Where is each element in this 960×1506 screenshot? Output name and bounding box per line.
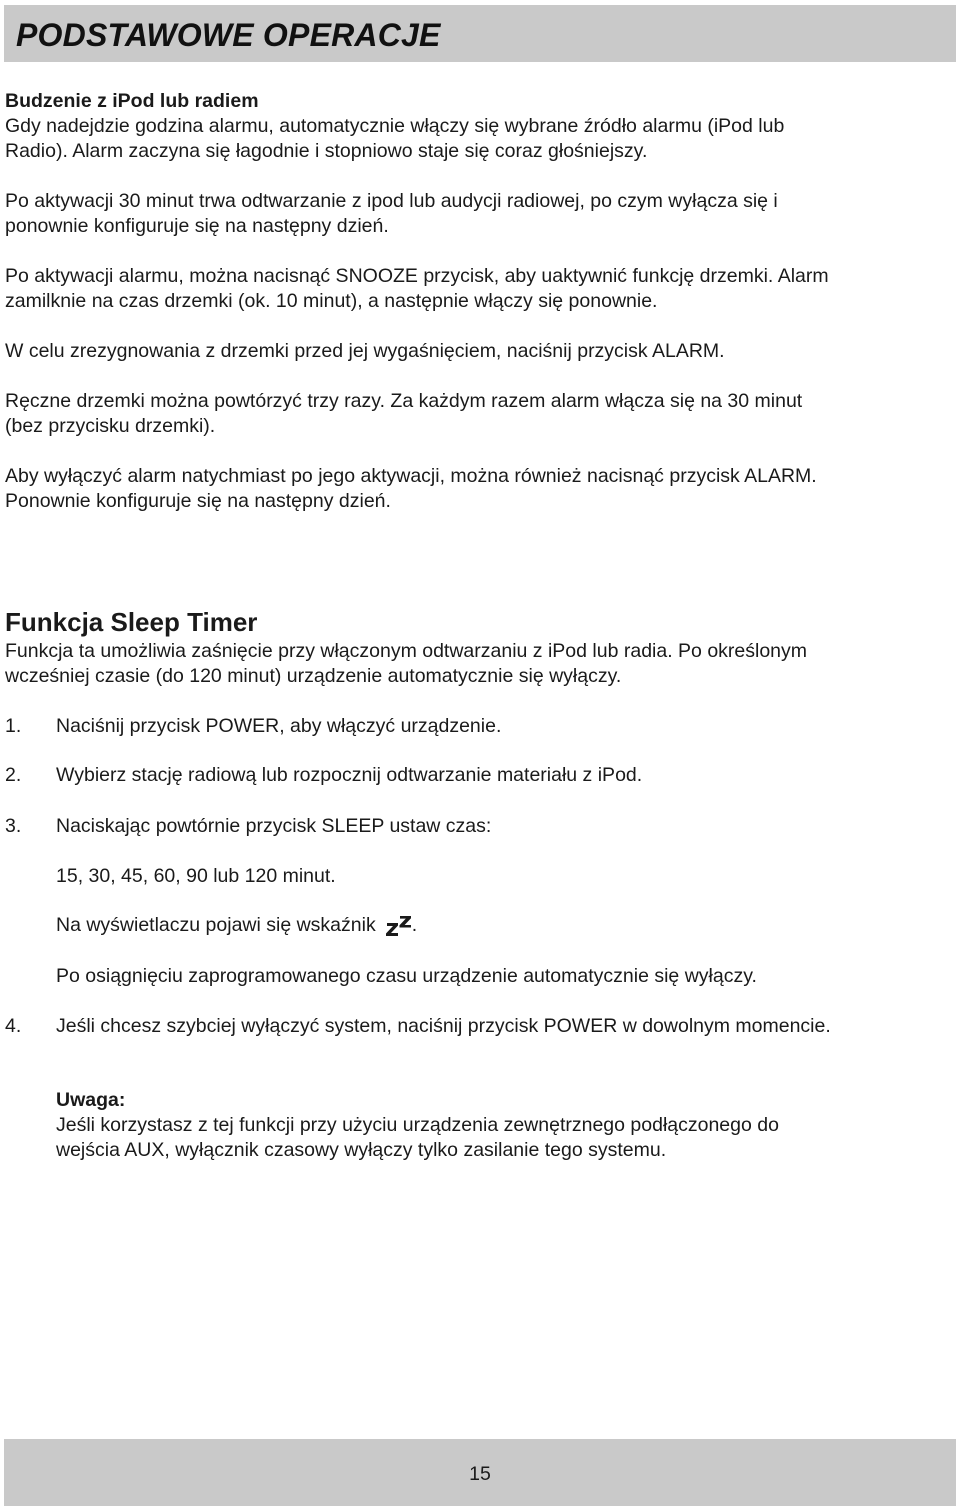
wake-p5-line1: Ręczne drzemki można powtórzyć trzy razy. Za każdym razem alarm włącza się na 30 minut bbox=[5, 390, 803, 412]
header-bar bbox=[4, 5, 956, 62]
sleep-zz-icon bbox=[386, 915, 412, 944]
note-heading: Uwaga: bbox=[56, 1089, 126, 1111]
step3-times: 15, 30, 45, 60, 90 lub 120 minut. bbox=[56, 865, 336, 887]
wake-heading: Budzenie z iPod lub radiem bbox=[5, 90, 259, 112]
wake-p1-line2: Radio). Alarm zaczyna się łagodnie i stopniowo staje się coraz głośniejszy. bbox=[5, 140, 648, 162]
sleep-intro-line1: Funkcja ta umożliwia zaśnięcie przy włączonym odtwarzaniu z iPod lub radia. Po określonym bbox=[5, 640, 808, 662]
step3-display-period: . bbox=[411, 914, 418, 936]
wake-p1-line1: Gdy nadejdzie godzina alarmu, automatycznie włączy się wybrane źródło alarmu (iPod lub bbox=[5, 115, 785, 137]
step-text: Naciskając powtórnie przycisk SLEEP ustaw czas: bbox=[56, 815, 492, 837]
sleep-intro-line2: wcześniej czasie (do 120 minut) urządzenie automatycznie się wyłączy. bbox=[5, 665, 622, 687]
wake-p4: W celu zrezygnowania z drzemki przed jej wygaśnięciem, naciśnij przycisk ALARM. bbox=[5, 340, 725, 362]
step3-display-text: Na wyświetlaczu pojawi się wskaźnik bbox=[56, 914, 376, 936]
wake-p2-line1: Po aktywacji 30 minut trwa odtwarzanie z ipod lub audycji radiowej, po czym wyłącza się i bbox=[5, 190, 778, 212]
wake-p3-line2: zamilknie na czas drzemki (ok. 10 minut), a następnie włączy się ponownie. bbox=[5, 290, 658, 312]
step-number: 4. bbox=[5, 1015, 22, 1037]
wake-p2-line2: ponownie konfiguruje się na następny dzień. bbox=[5, 215, 389, 237]
step3-end: Po osiągnięciu zaprogramowanego czasu urządzenie automatycznie się wyłączy. bbox=[56, 965, 757, 987]
sleep-heading: Funkcja Sleep Timer bbox=[5, 607, 258, 637]
note-line2: wejścia AUX, wyłącznik czasowy wyłączy tylko zasilanie tego systemu. bbox=[56, 1139, 667, 1161]
footer-bar bbox=[4, 1439, 956, 1506]
step-number: 3. bbox=[5, 815, 22, 837]
page-number: 15 bbox=[469, 1463, 491, 1485]
wake-p3-line1: Po aktywacji alarmu, można nacisnąć SNOOZE przycisk, aby uaktywnić funkcję drzemki. Alarm bbox=[5, 265, 829, 287]
step-number: 1. bbox=[5, 715, 22, 737]
step3-display-line bbox=[56, 913, 956, 944]
wake-p5-line2: (bez przycisku drzemki). bbox=[5, 415, 216, 437]
wake-p6-line1: Aby wyłączyć alarm natychmiast po jego aktywacji, można również nacisnąć przycisk ALARM. bbox=[5, 465, 817, 487]
page-title: PODSTAWOWE OPERACJE bbox=[16, 17, 441, 53]
step-text: Jeśli chcesz szybciej wyłączyć system, naciśnij przycisk POWER w dowolnym momencie. bbox=[56, 1015, 831, 1037]
note-line1: Jeśli korzystasz z tej funkcji przy użyciu urządzenia zewnętrznego podłączonego do bbox=[56, 1114, 779, 1136]
step-text: Naciśnij przycisk POWER, aby włączyć urządzenie. bbox=[56, 715, 502, 737]
step-number: 2. bbox=[5, 764, 22, 786]
step-text: Wybierz stację radiową lub rozpocznij odtwarzanie materiału z iPod. bbox=[56, 764, 643, 786]
wake-p6-line2: Ponownie konfiguruje się na następny dzień. bbox=[5, 490, 391, 512]
